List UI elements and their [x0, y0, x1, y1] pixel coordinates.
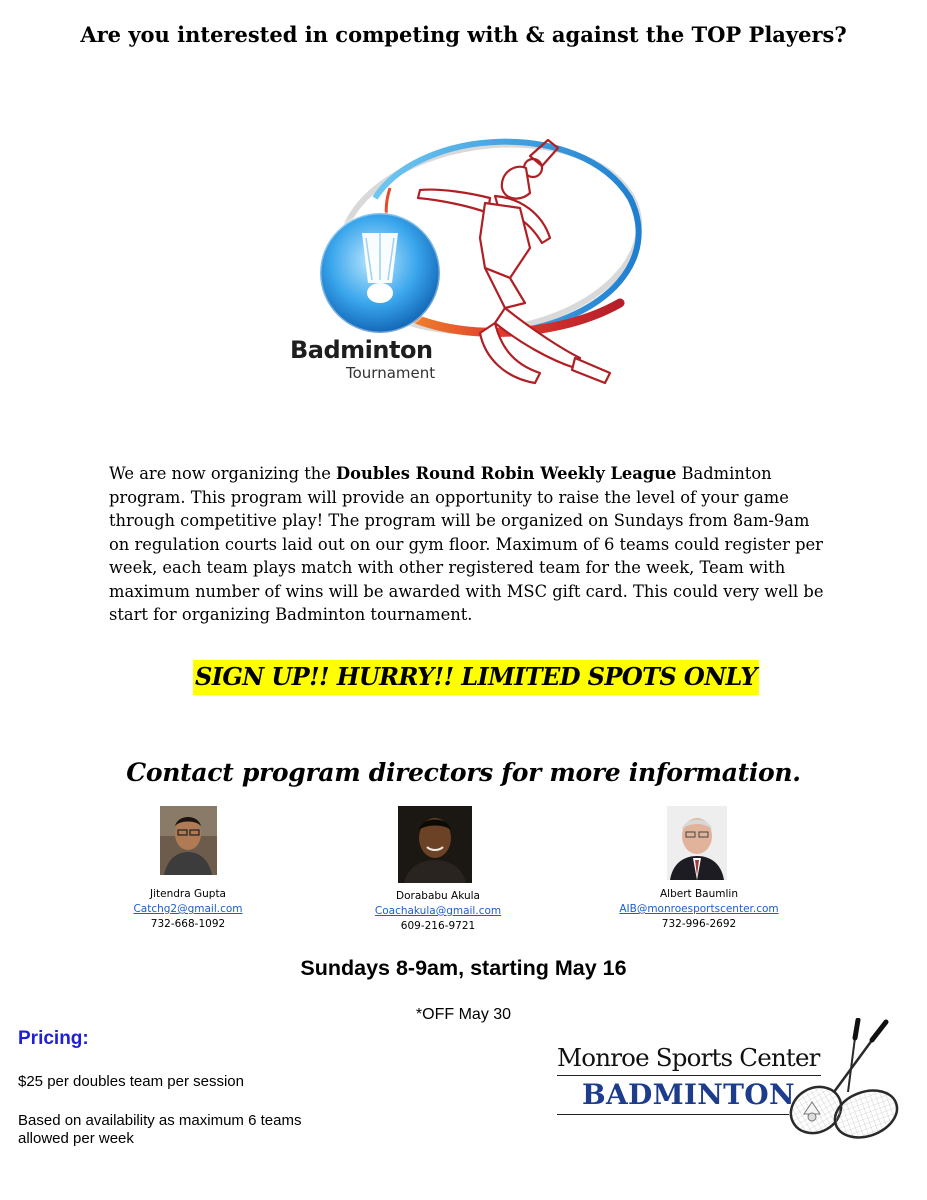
director-name: Jitendra Gupta [149, 888, 226, 900]
signup-banner: SIGN UP!! HURRY!! LIMITED SPOTS ONLY [193, 660, 759, 695]
schedule: Sundays 8-9am, starting May 16 [300, 956, 627, 980]
director-email-link[interactable]: AIB@monroesportscenter.com [619, 903, 779, 915]
brand-rule-bottom [557, 1114, 789, 1115]
director-card-3 [614, 887, 784, 932]
headline: Are you interested in competing with & against the TOP Players? [80, 22, 847, 47]
brand-name: Monroe Sports Center [557, 1043, 820, 1072]
director-card-2 [368, 889, 508, 934]
off-note: *OFF May 30 [415, 1006, 512, 1023]
director-name: Dorababu Akula [396, 890, 480, 902]
director-email-link[interactable]: Catchg2@gmail.com [133, 903, 243, 915]
intro-text-2: Badminton program. This program will provide an opportunity to raise the level of your game through competitive play! The program will be organized on Sundays from 8am-9am on regulation courts laid out on our gym floor. Maximum of 6 teams could register per week, each team plays match with other registered team for the week, Team with maximum number of wins will be awarded with MSC gift card. This could very well be start for organizing Badminton tournament. [109, 464, 824, 624]
league-name: Doubles Round Robin Weekly League [336, 464, 677, 483]
logo-title: Badminton [290, 336, 433, 364]
director-photo-2 [398, 806, 472, 883]
intro-paragraph [109, 462, 829, 627]
director-photo-3 [667, 806, 727, 880]
rackets-icon [786, 1018, 911, 1143]
director-card-1 [118, 887, 258, 932]
logo-subtitle: Tournament [346, 364, 436, 382]
pricing-availability: Based on availability as maximum 6 teams allowed per week [18, 1112, 302, 1147]
pricing-heading: Pricing: [18, 1028, 89, 1049]
brand-badminton: BADMINTON [582, 1078, 795, 1111]
director-phone: 732-996-2692 [661, 918, 737, 930]
intro-text-1: We are now organizing the [109, 464, 337, 483]
pricing-price: $25 per doubles team per session [18, 1073, 244, 1090]
contact-heading: Contact program directors for more information. [126, 758, 801, 787]
director-phone: 609-216-9721 [400, 920, 476, 932]
director-phone: 732-668-1092 [150, 918, 226, 930]
director-name: Albert Baumlin [659, 888, 738, 900]
brand-rule-top [557, 1075, 821, 1076]
director-photo-1 [160, 806, 217, 875]
director-email-link[interactable]: Coachakula@gmail.com [374, 905, 502, 917]
